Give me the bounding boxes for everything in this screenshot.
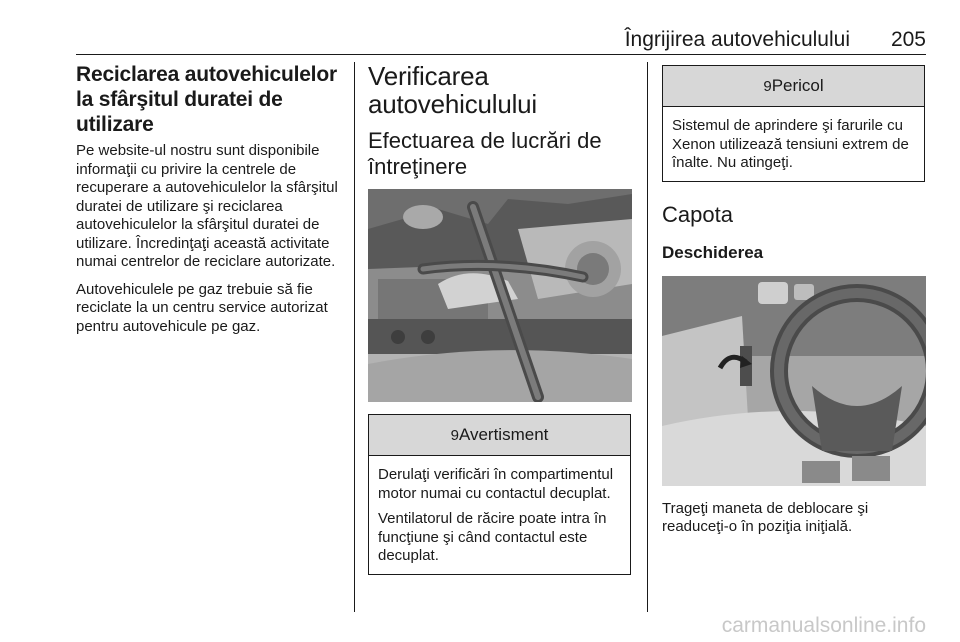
warning-box-header xyxy=(369,415,630,456)
column-vehicle-check xyxy=(368,62,632,575)
column-divider-right xyxy=(647,62,648,612)
paragraph-gas-vehicles: Autovehiculele pe gaz trebuie să fie reciclate la un centru service autorizat pentru autovehicule pe gaz. xyxy=(76,280,328,335)
bonnet-release-caption: Trageţi maneta de deblocare şi readuceţi-o în poziţia iniţială. xyxy=(662,499,869,535)
warning-box xyxy=(368,414,631,575)
column-divider-left xyxy=(354,62,355,612)
watermark: carmanualsonline.info xyxy=(721,614,926,637)
danger-box-body xyxy=(663,107,924,181)
warning-symbol-icon: 9 xyxy=(450,427,459,444)
warning-paragraph-ignition: Derulaţi verificări în compartimentul motor numai cu contactul decuplat. xyxy=(378,466,614,502)
heading-vehicle-check: Verificarea autovehiculului xyxy=(368,61,538,119)
heading-bonnet: Capota xyxy=(662,201,733,227)
danger-symbol-icon: 9 xyxy=(763,78,772,95)
subheading-maintenance: Efectuarea de lucrări de întreţinere xyxy=(368,128,602,179)
bonnet-release-photo xyxy=(662,276,926,486)
column-bonnet xyxy=(662,62,926,537)
subheading-opening: Deschiderea xyxy=(662,242,764,262)
danger-text: Sistemul de aprindere şi farurile cu Xenon utilizează tensiuni extrem de înalte. Nu atingeţi. xyxy=(672,117,909,171)
engine-bay-photo xyxy=(368,189,632,402)
engine-bay-illustration xyxy=(368,189,632,402)
paragraph-recycling-centres: Pe website-ul nostru sunt disponibile informaţii cu privire la centrele de recuperare a autovehiculelor la sfârşitul duratei de utilizare şi reciclarea autovehiculelor la sfârşitul duratei de utilizare. Încredinţaţi această activitate numai centrelor de reciclare autorizate. xyxy=(76,142,338,270)
danger-title: Pericol xyxy=(771,76,824,95)
running-header-title: Îngrijirea autovehiculului xyxy=(624,28,850,51)
danger-box-header xyxy=(663,66,924,107)
page-number: 205 xyxy=(890,28,926,51)
warning-title: Avertisment xyxy=(458,425,549,444)
bonnet-release-illustration xyxy=(662,276,926,486)
header-rule xyxy=(76,54,926,55)
danger-box xyxy=(662,65,925,182)
column-recycling xyxy=(76,62,342,336)
warning-box-body xyxy=(369,456,630,574)
heading-recycling: Reciclarea autovehiculelor la sfârşitul duratei de utilizare xyxy=(76,63,337,136)
warning-paragraph-fan: Ventilatorul de răcire poate intra în funcţiune şi când contactul este decuplat. xyxy=(378,510,607,564)
